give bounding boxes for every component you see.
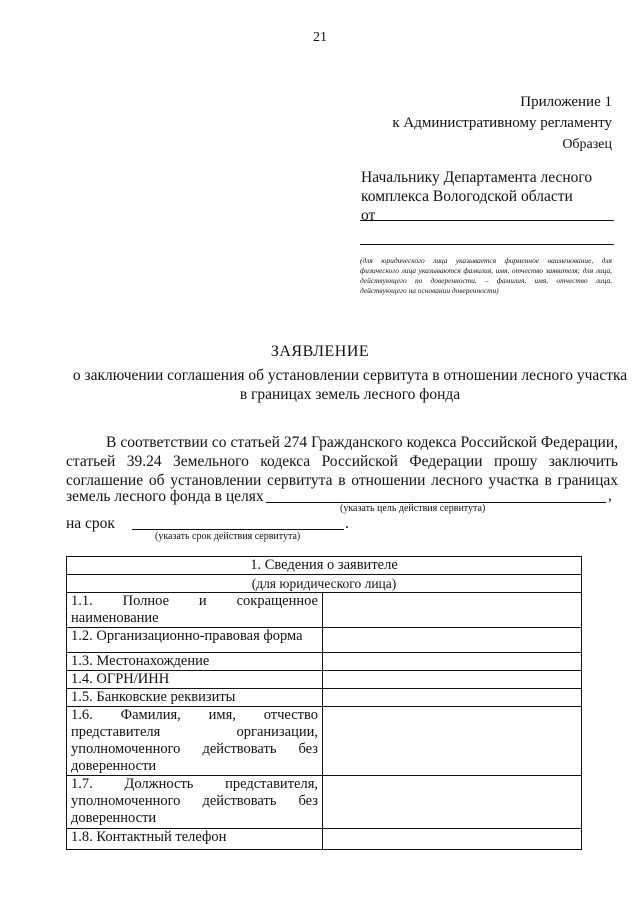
row-label: 1.8. Контактный телефон bbox=[67, 829, 323, 850]
term-hint: (указать срок действия сервитута) bbox=[155, 531, 301, 542]
subtitle-line-1: о заключении соглашения об установлении сервитута в отношении лесного участка bbox=[72, 367, 628, 384]
row-value-field[interactable] bbox=[323, 593, 582, 628]
purpose-hint: (указать цель действия сервитута) bbox=[340, 503, 486, 514]
row-label: 1.5. Банковские реквизиты bbox=[67, 689, 323, 707]
sample-label: Образец bbox=[562, 137, 612, 152]
addressee-line-3: от bbox=[361, 207, 376, 224]
appendix-line-1: Приложение 1 bbox=[520, 94, 612, 110]
row-value-field[interactable] bbox=[323, 689, 582, 707]
body-paragraph: В соответствии со статьей 274 Гражданского кодекса Российской Федерации, статьей 39.24 Земельного кодекса Российской Федерации прошу заключить соглашение об установлении сервитута в отношении лесного участка в границах bbox=[66, 434, 618, 489]
row-label: 1.3. Местонахождение bbox=[67, 653, 323, 671]
table-section-subtitle-row bbox=[67, 575, 582, 593]
table-row bbox=[67, 653, 582, 671]
row-label: 1.4. ОГРН/ИНН bbox=[67, 671, 323, 689]
table-row bbox=[67, 671, 582, 689]
addressee-line-1: Начальнику Департамента лесного bbox=[361, 169, 593, 186]
row-value-field[interactable] bbox=[323, 829, 582, 850]
applicant-note: (для юридического лица указывается фирменное наименование, для физического лица указываются фамилия, имя, отчество заявителя; для лица, действующего по доверенности, – фамилия, имя, отчество лица, действующего на основании доверенности) bbox=[360, 256, 612, 295]
table-row bbox=[67, 776, 582, 829]
table-row bbox=[67, 689, 582, 707]
addressee-line-2: комплекса Вологодской области bbox=[361, 188, 573, 205]
term-lead: на срок bbox=[66, 515, 115, 532]
row-value-field[interactable] bbox=[323, 707, 582, 776]
addressee-block bbox=[361, 168, 592, 225]
row-label: 1.2. Организационно-правовая форма bbox=[67, 628, 323, 653]
row-value-field[interactable] bbox=[323, 628, 582, 653]
document-subtitle bbox=[60, 366, 640, 404]
row-value-field[interactable] bbox=[323, 653, 582, 671]
subtitle-line-2: в границах земель лесного фонда bbox=[239, 386, 461, 403]
row-value-field[interactable] bbox=[323, 671, 582, 689]
section-subtitle: (для юридического лица) bbox=[67, 575, 582, 593]
purpose-lead: земель лесного фонда в целях bbox=[66, 488, 264, 505]
document-title: ЗАЯВЛЕНИЕ bbox=[270, 343, 370, 360]
table-row bbox=[67, 593, 582, 628]
row-label: 1.6. Фамилия, имя, отчество представителя организации, уполномоченного действовать без доверенности bbox=[67, 707, 323, 776]
applicant-info-table bbox=[66, 556, 582, 850]
term-field-line[interactable] bbox=[132, 529, 344, 530]
table-row bbox=[67, 707, 582, 776]
table-row bbox=[67, 628, 582, 653]
table-section-title-row bbox=[67, 557, 582, 575]
row-value-field[interactable] bbox=[323, 776, 582, 829]
page-number: 21 bbox=[313, 30, 327, 45]
applicant-field-line-1[interactable] bbox=[360, 220, 614, 221]
applicant-field-line-2[interactable] bbox=[360, 244, 614, 245]
appendix-reference bbox=[392, 92, 612, 134]
section-title: 1. Сведения о заявителе bbox=[67, 557, 582, 575]
row-label: 1.1. Полное и сокращенное наименование bbox=[67, 593, 323, 628]
term-end: . bbox=[345, 515, 349, 532]
purpose-end: , bbox=[608, 487, 612, 504]
appendix-line-2: к Административному регламенту bbox=[392, 115, 612, 131]
row-label: 1.7. Должность представителя, уполномоченного действовать без доверенности bbox=[67, 776, 323, 829]
table-row bbox=[67, 829, 582, 850]
